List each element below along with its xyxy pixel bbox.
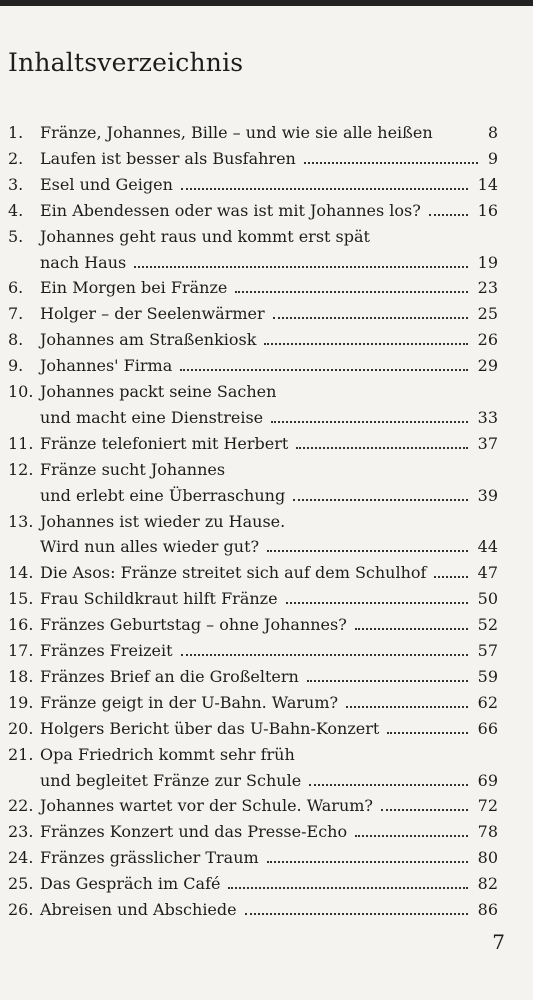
toc-entry-number: 24.: [8, 848, 34, 868]
toc-entry-title: Fränze sucht Johannes: [40, 459, 226, 479]
toc-line: [8, 899, 498, 921]
dot-leader: [267, 550, 468, 552]
toc-line: [8, 459, 498, 481]
toc-entry-page: 9: [487, 148, 498, 168]
toc-entry-number: 8.: [8, 330, 24, 350]
toc-entry-title: Johannes packt seine Sachen: [40, 382, 277, 401]
toc-entry-title: Fränze telefoniert mit Herbert: [40, 433, 289, 453]
toc-entry-title: Johannes am Straßenkiosk: [40, 330, 257, 350]
toc-line: [8, 562, 498, 584]
toc-entry-page: 14: [477, 174, 498, 194]
dot-leader: [235, 291, 468, 293]
toc-entry-number: 5.: [8, 226, 24, 246]
toc-entry-page: 47: [477, 563, 498, 583]
toc-entry-title: Holgers Bericht über das U-Bahn-Konzert: [40, 718, 380, 738]
toc-entry-number: 14.: [8, 563, 34, 583]
toc-line: [8, 174, 498, 196]
toc-line: [8, 588, 498, 610]
toc-entry-page: 72: [477, 796, 498, 816]
toc-entry-number: 19.: [8, 692, 34, 712]
toc-entry-title: Ein Morgen bei Fränze: [40, 278, 228, 298]
toc-entry-number: 7.: [8, 304, 24, 324]
dot-leader: [307, 680, 468, 682]
toc-line: [8, 873, 498, 895]
toc-entry-number: 21.: [8, 744, 34, 764]
toc-entry-title: nach Haus: [40, 252, 127, 272]
toc-entry-number: 1.: [8, 123, 24, 142]
toc-entry-page: 16: [477, 200, 498, 220]
toc-line: [8, 666, 498, 688]
toc-entry-page: 62: [477, 692, 498, 712]
toc-entry-page: 19: [477, 252, 498, 272]
toc-line: [8, 847, 498, 869]
dot-leader: [387, 732, 468, 734]
toc-entry-title: Das Gespräch im Café: [40, 874, 221, 894]
toc-entry-number: 20.: [8, 718, 34, 738]
toc-entry-number: 16.: [8, 615, 34, 635]
page-number: 7: [492, 930, 505, 954]
toc-entry-page: 82: [477, 874, 498, 894]
toc-entry-title: Esel und Geigen: [40, 174, 173, 194]
toc-entry-page: 25: [477, 304, 498, 324]
toc-entry-page: 50: [477, 589, 498, 609]
page-title: Inhaltsverzeichnis: [8, 48, 244, 77]
toc-entry-title: Johannes ist wieder zu Hause.: [40, 511, 286, 531]
toc-entry-title: Die Asos: Fränze streitet sich auf dem Schulhof: [40, 563, 427, 583]
toc-entry-number: 2.: [8, 148, 24, 168]
toc-entry-title: Fränzes Brief an die Großeltern: [40, 666, 299, 686]
toc-entry-page: 78: [477, 822, 498, 842]
toc-line: [8, 718, 498, 740]
dot-leader: [180, 369, 468, 371]
toc-line: [8, 252, 498, 274]
toc-entry-title: Laufen ist besser als Busfahren: [40, 148, 296, 168]
toc-line: [8, 692, 498, 714]
toc-entry-title: Fränzes grässlicher Traum: [40, 848, 259, 868]
toc-entry-number: 6.: [8, 278, 24, 298]
toc-entry-number: 9.: [8, 356, 24, 376]
toc-entry-page: 29: [477, 356, 498, 376]
toc-entry-page: 37: [477, 433, 498, 453]
toc-line: [8, 226, 498, 248]
toc-entry-number: 25.: [8, 874, 34, 894]
dot-leader: [293, 499, 468, 501]
toc-line: [8, 770, 498, 792]
toc-entry-number: 23.: [8, 822, 34, 842]
toc-line: [8, 277, 498, 299]
toc-entry-page: 86: [477, 900, 498, 919]
toc-entry-title: Wird nun alles wieder gut?: [40, 537, 260, 557]
toc-entry-number: 10.: [8, 382, 34, 401]
toc-entry-page: 33: [477, 407, 498, 427]
toc-line: [8, 536, 498, 558]
toc-entry-page: 66: [477, 718, 498, 738]
toc-entry-page: 23: [477, 278, 498, 298]
dot-leader: [381, 809, 468, 811]
toc-line: [8, 744, 498, 766]
toc-line: [8, 485, 498, 507]
toc-entry-page: 44: [477, 537, 498, 557]
toc-entry-page: 57: [477, 641, 498, 660]
toc-entry-number: 18.: [8, 666, 34, 686]
dot-leader: [181, 188, 468, 190]
dot-leader: [245, 913, 468, 915]
toc-line: [8, 640, 498, 662]
toc-entry-title: Johannes wartet vor der Schule. Warum?: [40, 796, 373, 816]
dot-leader: [346, 706, 468, 708]
dot-leader: [434, 576, 468, 578]
toc-entry-page: 8: [487, 123, 498, 142]
dot-leader: [429, 214, 468, 216]
toc-line: [8, 381, 498, 403]
toc-entry-title: Johannes' Firma: [40, 356, 173, 376]
toc-entry-title: Fränze geigt in der U-Bahn. Warum?: [40, 692, 339, 712]
dot-leader: [273, 317, 468, 319]
toc-entry-page: 39: [477, 485, 498, 505]
toc-line: [8, 329, 498, 351]
toc-entry-title: Ein Abendessen oder was ist mit Johannes los?: [40, 200, 421, 220]
toc-entry-number: 15.: [8, 589, 34, 609]
toc-entry-number: 26.: [8, 900, 34, 919]
toc-line: [8, 795, 498, 817]
toc-line: [8, 303, 498, 325]
toc-entry-number: 17.: [8, 641, 34, 660]
toc-entry-number: 3.: [8, 174, 24, 194]
toc-entry-number: 11.: [8, 433, 34, 453]
toc-entry-title: und macht eine Dienstreise: [40, 407, 264, 427]
toc-entry-title: Johannes geht raus und kommt erst spät: [40, 226, 370, 246]
toc-entry-title: Fränze, Johannes, Bille – und wie sie alle heißen: [40, 123, 433, 142]
dot-leader: [304, 162, 478, 164]
toc-entry-number: 22.: [8, 796, 34, 816]
dot-leader: [181, 654, 468, 656]
dot-leader: [286, 602, 468, 604]
toc-entry-page: 26: [477, 330, 498, 350]
toc-entry-page: 80: [477, 848, 498, 868]
toc-entry-title: Holger – der Seelenwärmer: [40, 304, 265, 324]
toc-line: [8, 433, 498, 455]
toc-line: [8, 200, 498, 222]
toc-entry-title: und erlebt eine Überraschung: [40, 485, 286, 505]
toc-entry-title: Opa Friedrich kommt sehr früh: [40, 744, 295, 764]
toc-line: [8, 614, 498, 636]
dot-leader: [309, 784, 468, 786]
dot-leader: [355, 628, 468, 630]
toc-entry-page: 69: [477, 770, 498, 790]
dot-leader: [296, 447, 468, 449]
dot-leader: [228, 887, 468, 889]
toc-entry-title: Abreisen und Abschiede: [40, 900, 237, 919]
dot-leader: [355, 835, 468, 837]
toc-entry-title: und begleitet Fränze zur Schule: [40, 770, 302, 790]
toc-entry-title: Frau Schildkraut hilft Fränze: [40, 589, 278, 609]
toc-line: [8, 148, 498, 170]
dot-leader: [267, 861, 468, 863]
dot-leader: [134, 266, 468, 268]
dot-leader: [271, 421, 468, 423]
toc-line: [8, 511, 498, 533]
toc-line: [8, 122, 498, 144]
toc-entry-number: 12.: [8, 459, 34, 479]
toc-line: [8, 821, 498, 843]
toc-entry-title: Fränzes Freizeit: [40, 641, 173, 660]
toc-entry-title: Fränzes Konzert und das Presse-Echo: [40, 822, 348, 842]
dot-leader: [264, 343, 468, 345]
toc-entry-number: 13.: [8, 511, 34, 531]
toc-entry-number: 4.: [8, 200, 24, 220]
toc-line: [8, 407, 498, 429]
toc-entry-title: Fränzes Geburtstag – ohne Johannes?: [40, 615, 347, 635]
toc-entry-page: 52: [477, 615, 498, 635]
toc-line: [8, 355, 498, 377]
toc-entry-page: 59: [477, 666, 498, 686]
